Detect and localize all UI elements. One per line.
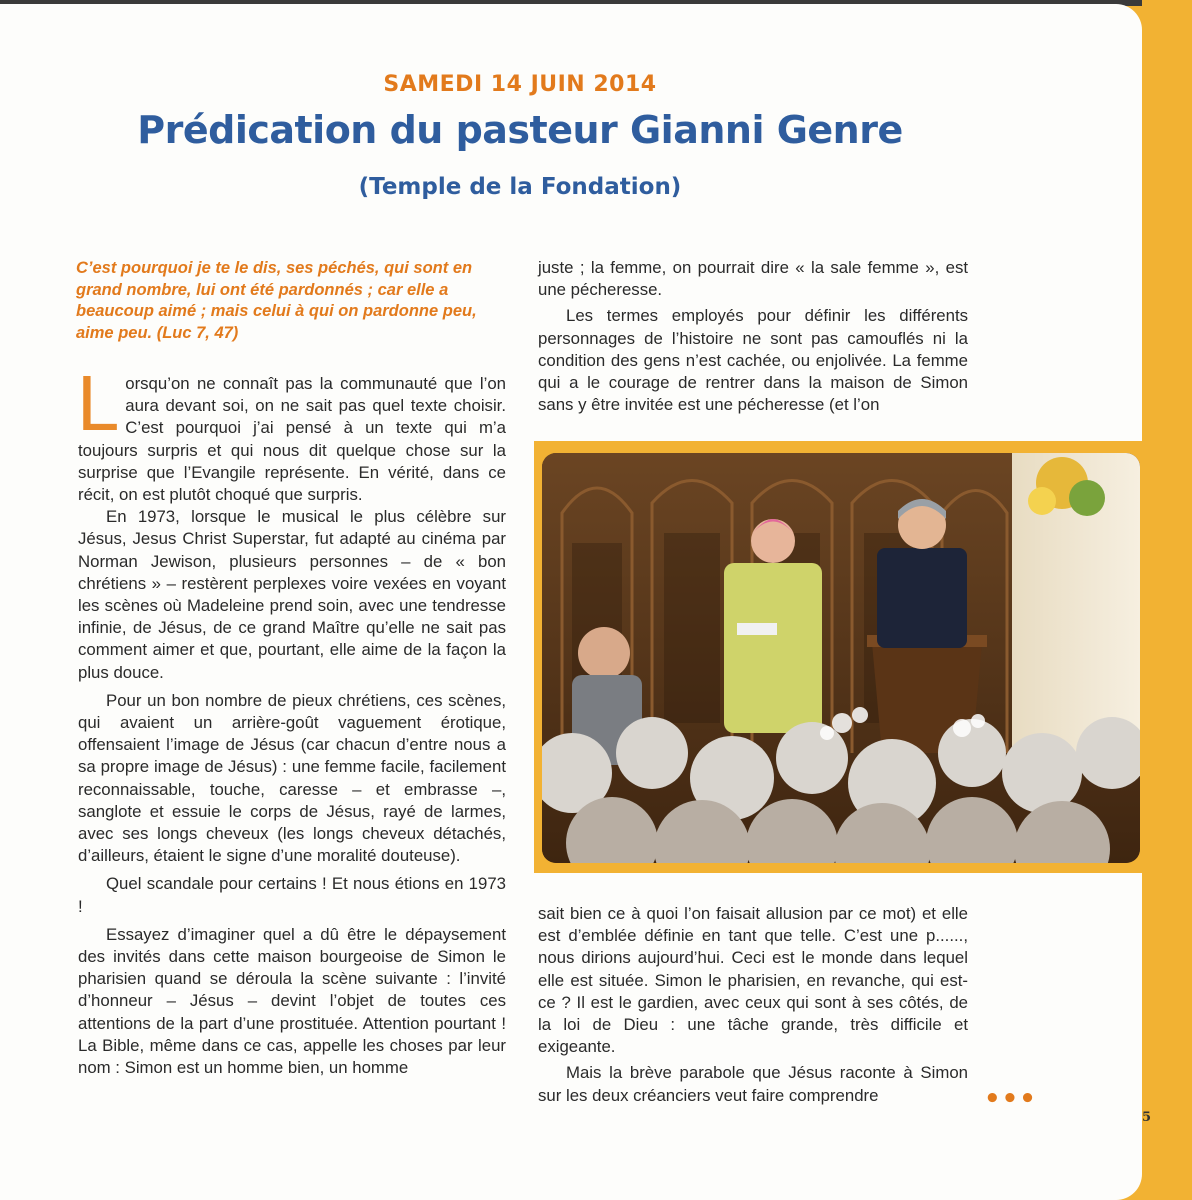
drop-cap-letter: L: [76, 362, 118, 448]
paragraph-2: En 1973, lorsque le musical le plus célèbre sur Jésus, Jesus Christ Superstar, fut adapté au cinéma par Norman Jewison, plusieurs personnes – de « bon chrétiens » – restèrent perplexes voire vexées en voyant les scènes où Madeleine prend soin, avec une tendresse infinie, de Jésus, de ce grand Maître qu’elle ne sait pas comment aimer et que, pourtant, elle aime de la façon la plus douce.: [78, 507, 506, 682]
right-text-column-top: [538, 257, 968, 416]
church-photo-illustration: [542, 453, 1140, 863]
article-subtitle: (Temple de la Fondation): [358, 174, 682, 200]
right-paragraph-1: juste ; la femme, on pourrait dire « la sale femme », est une pécheresse.: [538, 258, 968, 300]
paragraph-4: Quel scandale pour certains ! Et nous étions en 1973 !: [78, 874, 506, 916]
left-text-column: [76, 362, 506, 1079]
article-date: SAMEDI 14 JUIN 2014: [383, 72, 657, 97]
right-paragraph-4: Mais la brève parabole que Jésus raconte à Simon sur les deux créanciers veut faire comprendre: [538, 1063, 968, 1105]
photo-frame: [534, 441, 1156, 873]
paragraph-3: Pour un bon nombre de pieux chrétiens, ces scènes, qui avaient un arrière-goût vaguement érotique, offensaient l’image de Jésus (car chacun d’entre nous a sa propre image de Jésus) : une femme facile, facilement reconnaissable, touche, caresse – et embrasse –, sanglote et essuie le corps de Jésus, rayé de larmes, avec ses longs cheveux (les longs cheveux détachés, d’ailleurs, étaient le signe d’une moralité douteuse).: [78, 690, 506, 866]
page-title: Prédication du pasteur Gianni Genre: [137, 108, 903, 152]
church-service-photo: [542, 453, 1140, 863]
right-paragraph-2: Les termes employés pour définir les différents personnages de l’histoire ne sont pas camouflés ni la condition des gens n’est cachée, ou enjolivée. La femme qui a le courage de rentrer dans la maison de Simon sans y être invitée est une pécheresse (et l’on: [538, 306, 968, 415]
right-paragraph-3: sait bien ce à quoi l’on faisait allusion par ce mot) et elle est d’emblée définie en tant que telle. C’est une p......, nous dirions aujourd’hui. Ceci est le monde dans lequel elle est située. Simon le pharisien, en revanche, qui est-ce ? Il est le gardien, avec ceux qui sont à ses côtés, de la loi de Dieu : une tâche grande, très difficile et exigeante.: [538, 904, 968, 1057]
right-text-column-bottom: [538, 903, 968, 1107]
bible-quote-epigraph: C’est pourquoi je te le dis, ses péchés, qui sont en grand nombre, lui ont été pardonnés ; car elle a beaucoup aimé ; mais celui à qui on pardonne peu, aime peu. (Luc 7, 47): [76, 259, 477, 342]
paragraph-1: [76, 362, 506, 506]
page-number: 5: [1142, 1110, 1152, 1125]
paragraph-5: Essayez d’imaginer quel a dû être le dépaysement des invités dans cette maison bourgeoise de Simon le pharisien quand se déroula la scène suivante : l’invité d’honneur – Jésus – devint l’objet de toutes ces attentions de la part d’une prostituée. Attention pourtant ! La Bible, même dans ce cas, appelle les choses par leur nom : Simon est un homme bien, un homme: [78, 924, 506, 1078]
continuation-dots-icon: •••: [984, 1084, 1037, 1114]
paragraph-1-text: orsqu’on ne connaît pas la communauté que l’on aura devant soi, on ne sait pas quel texte choisir. C’est pourquoi j’ai pensé à un texte qui m’a toujours surpris et qui nous dit quelque chose sur la surprise que l’Evangile représente. En vérité, dans ce récit, on est plutôt choqué que surpris.: [78, 374, 506, 505]
